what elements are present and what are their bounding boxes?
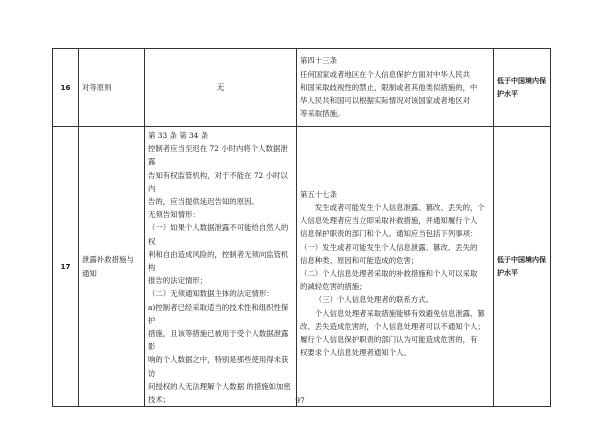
provision-line: 控制者应当至迟在 72 小时内将个人数据泄露 — [148, 144, 288, 167]
provision-line: 履行个人信息保护职责的部门认为可能造成危害的，有 — [300, 335, 478, 345]
provision-line: 问授权的人无法理解个人数据 的措施如加密 — [148, 381, 291, 391]
table-row — [53, 127, 551, 407]
row-number: 17 — [53, 127, 79, 407]
provision-line: 任何国家或者地区在个人信息保护方面对中华人民共 — [300, 69, 470, 79]
pipl-provision — [297, 127, 494, 407]
provision-line: 无须告知情形： — [148, 210, 200, 220]
provision-line: 和国采取歧视性的禁止、限制或者其他类似措施的，中 — [300, 82, 478, 92]
provision-line: 第 33 条 第 34 条 — [148, 131, 209, 140]
provision-line: 的减轻危害的措施； — [300, 282, 367, 292]
pipl-provision — [297, 49, 494, 127]
provision-line: 改、丢失造成危害的，个人信息处理者可以不通知个人； — [300, 321, 485, 331]
provision-line: 人信息处理者应当立即采取补救措施，并通知履行个人 — [300, 216, 478, 226]
provision-line: （二）个人信息处理者采取的补救措施和个人可以采取 — [300, 269, 478, 279]
gdpr-provision — [145, 127, 297, 407]
provision-line: 第五十七条 — [300, 189, 337, 199]
provision-line: 信息保护职责的部门和个人。通知应当包括下列事项： — [300, 229, 478, 239]
provision-line: 等采取措施。 — [300, 109, 345, 119]
row-number: 16 — [53, 49, 79, 127]
provision-line: （三）个人信息处理者的联系方式。 — [314, 295, 434, 305]
provision-line: 告的，应当提供延迟告知的原因。 — [148, 197, 259, 207]
row-topic: 对等原则 — [79, 49, 145, 127]
provision-line: （一）发生或者可能发生个人信息泄露、篡改、丢失的 — [300, 242, 478, 252]
provision-line: 个人信息处理者采取措施能够有效避免信息泄露、篡 — [314, 308, 485, 318]
row-topic: 泄露补救措施与通知 — [79, 127, 145, 407]
protection-level: 低于中国境内保护水平 — [494, 127, 551, 407]
gdpr-provision: 无 — [145, 49, 297, 127]
provision-line: 响的个人数据之中，特别是那些使用得未获访 — [148, 355, 289, 378]
provision-line: 权要求个人信息处理者通知个人。 — [300, 348, 411, 358]
provision-line: 利和自由造成风险的，控制者无须向监管机构 — [148, 249, 289, 273]
provision-line: 措施，且该等措施已被用于受个人数据泄露影 — [148, 329, 289, 352]
table-row — [53, 49, 551, 127]
provision-line: 报告的法定情形； — [148, 276, 208, 286]
provision-line: 发生或者可能发生个人信息泄露、篡改、丢失的，个 — [314, 203, 485, 213]
provision-line: （二）无须通知数据主体的法定情形： — [148, 289, 274, 299]
provision-line: 技术； — [148, 395, 171, 405]
provision-line: 第四十三条 — [300, 56, 337, 66]
provision-line: 信息种类、原因和可能造成的危害； — [300, 255, 419, 265]
provision-line: a)控制者已经采取适当的技术性和组织性保护 — [148, 302, 289, 325]
provision-line: （一）如果个人数据泄露不可能给自然人的权 — [148, 223, 289, 246]
protection-level: 低于中国境内保护水平 — [494, 49, 551, 127]
provision-line: 华人民共和国可以根据实际情况对该国家或者地区对 — [300, 96, 470, 106]
comparison-table — [52, 48, 551, 407]
page-number: 97 — [295, 396, 305, 405]
provision-line: 告知有权监管机构，对于不能在 72 小时以内 — [148, 170, 288, 193]
